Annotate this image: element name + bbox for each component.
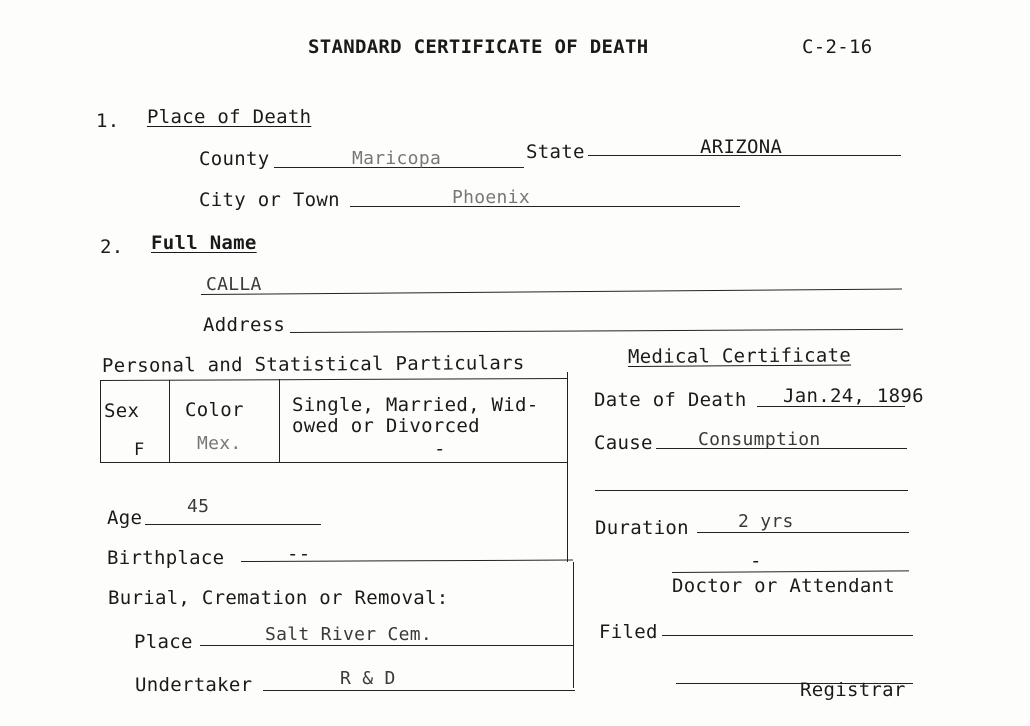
section-2-number: 2. bbox=[100, 236, 124, 258]
filed-line bbox=[662, 635, 913, 636]
table-left-border bbox=[100, 380, 101, 462]
medical-heading: Medical Certificate bbox=[627, 344, 852, 368]
duration-value: 2 yrs bbox=[738, 511, 794, 532]
age-label: Age bbox=[107, 507, 143, 529]
city-value: Phoenix bbox=[452, 187, 530, 208]
section-1-heading: Place of Death bbox=[147, 106, 312, 128]
section-2-heading: Full Name bbox=[151, 232, 257, 254]
date-of-death-value: Jan.24, 1896 bbox=[783, 385, 924, 407]
table-divider bbox=[100, 462, 568, 463]
sex-value: F bbox=[134, 440, 145, 460]
table-top-border bbox=[100, 378, 568, 381]
undertaker-label: Undertaker bbox=[135, 674, 253, 696]
state-label: State bbox=[526, 141, 585, 163]
panel-right-border-upper bbox=[567, 372, 568, 562]
city-label: City or Town bbox=[199, 189, 340, 211]
filed-label: Filed bbox=[599, 621, 658, 643]
color-label: Color bbox=[185, 399, 244, 421]
personal-heading: Personal and Statistical Particulars bbox=[101, 352, 525, 377]
doctor-value: - bbox=[750, 550, 762, 572]
duration-line bbox=[697, 532, 909, 533]
state-value: ARIZONA bbox=[700, 136, 783, 158]
city-line bbox=[350, 206, 740, 207]
place-value: Salt River Cem. bbox=[265, 624, 433, 645]
page-title: STANDARD CERTIFICATE OF DEATH bbox=[308, 36, 649, 58]
sex-label: Sex bbox=[104, 400, 140, 422]
form-code: C-2-16 bbox=[802, 36, 873, 58]
table-col-divider-1 bbox=[169, 380, 170, 462]
address-label: Address bbox=[203, 314, 286, 336]
undertaker-value: R & D bbox=[340, 668, 396, 689]
age-line bbox=[145, 524, 321, 525]
doctor-line bbox=[672, 570, 909, 573]
duration-label: Duration bbox=[595, 517, 689, 539]
place-line bbox=[200, 645, 574, 646]
undertaker-line bbox=[263, 690, 575, 691]
county-value: Maricopa bbox=[352, 148, 442, 169]
marital-label-line-1: Single, Married, Wid- bbox=[292, 394, 539, 416]
cause-label: Cause bbox=[594, 432, 653, 454]
table-col-divider-2 bbox=[279, 379, 280, 462]
section-1-number: 1. bbox=[96, 110, 120, 132]
place-label: Place bbox=[134, 631, 193, 653]
cause-value: Consumption bbox=[698, 429, 821, 450]
marital-label-line-2: owed or Divorced bbox=[292, 415, 480, 437]
date-of-death-label: Date of Death bbox=[594, 389, 747, 411]
registrar-label: Registrar bbox=[800, 679, 906, 701]
panel-right-border-lower bbox=[573, 562, 574, 688]
name-value: CALLA bbox=[206, 274, 262, 295]
birthplace-label: Birthplace bbox=[107, 547, 225, 569]
color-value: Mex. bbox=[197, 433, 242, 454]
marital-value: - bbox=[434, 438, 446, 460]
birthplace-value: -- bbox=[287, 543, 311, 565]
address-line bbox=[290, 329, 903, 333]
name-line bbox=[201, 288, 902, 295]
age-value: 45 bbox=[187, 496, 210, 517]
county-label: County bbox=[199, 148, 270, 170]
cause-extra-line bbox=[595, 490, 908, 491]
doctor-label: Doctor or Attendant bbox=[672, 575, 896, 597]
burial-label: Burial, Cremation or Removal: bbox=[108, 587, 449, 609]
